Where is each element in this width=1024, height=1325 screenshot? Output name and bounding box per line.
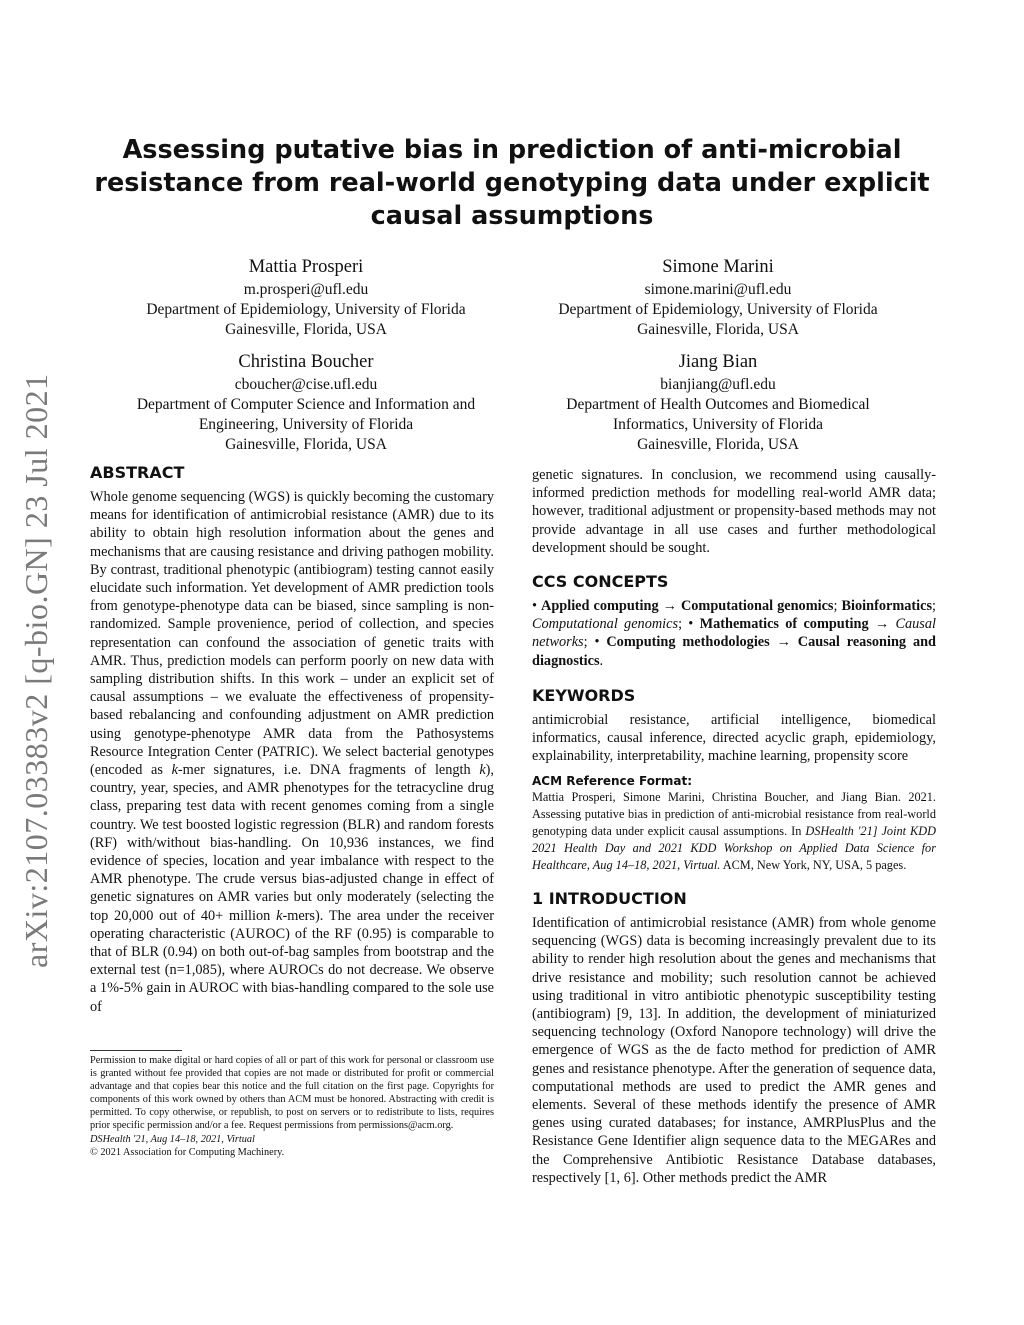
introduction-body: Identification of antimicrobial resistance (AMR) from whole genome sequencing (WGS) data is becoming increasingly prevalent due to its ability to render high resolution about the genes and mechanisms that drive resistance and mobility; such resolution cannot be achieved using traditional in vitro antibiotic phenotypic susceptibility testing (antibiogram) [9, 13]. In addition, the development of miniaturized sequencing technology (Oxford Nanopore technology) will drive the emergence of WGS as the de facto method for prediction of AMR genes and resistance phenotype. After the generation of sequence data, computational methods are used to predict the AMR genes and elements. Several of these methods identify the presence of AMR genes using curated databases; for instance, AMRPlusPlus and the Resistance Gene Identifier align sequence data to the MEGARes and the Comprehensive Antibiotic Resistance Database databases, respectively [1, 6]. Other methods predict the AMR [532,915,936,1186]
abstract-continued [532,466,936,557]
author-location: Gainesville, Florida, USA [225,321,387,338]
keywords-heading: KEYWORDS [532,686,636,705]
abstract-heading: ABSTRACT [90,463,185,482]
abstract-body [90,488,494,1016]
author-name: Christina Boucher [238,352,374,372]
acm-reference-heading: ACM Reference Format: [532,774,692,788]
acm-reference: ACM Reference Format: Mattia Prosperi, Simone Marini, Christina Boucher, and Jiang Bian. 2021. Assessing putative bias in prediction of anti-microbial resistance from real-world genotyping data under explicit causal assumptions. In DSHealth '21] Joint KDD 2021 Health Day and 2021 KDD Workshop on Applied Data Science for Healthcare, Aug 14–18, 2021, Virtual. ACM, New York, NY, USA, 5 pages. [532,774,936,872]
author-location: Gainesville, Florida, USA [637,436,799,453]
ccs-concepts: • Applied computing → Computational genomics; Bioinformatics; Computational genomics; • Mathematics of computing → Causal networks; • Computing methodologies → Causal reasoning and diagnostics. [532,598,937,669]
author-name: Simone Marini [662,257,774,277]
author-affiliation: Department of Computer Science and Information and [136,396,476,413]
permission-footnote [90,1054,494,1159]
author-email[interactable]: cboucher@cise.ufl.edu [234,376,378,393]
author-affiliation-cont: Engineering, University of Florida [198,416,414,433]
author-email[interactable]: simone.marini@ufl.edu [644,281,792,298]
paper-title: Assessing putative bias in prediction of anti-microbial resistance from real-world genotyping data under explicit causal assumptions [94,135,930,231]
author-name: Jiang Bian [678,352,758,372]
author-affiliation: Department of Epidemiology, University of Florida [146,301,466,318]
author-name: Mattia Prosperi [248,257,364,277]
footnote-rule [90,1050,182,1051]
arxiv-stamp: arXiv:2107.03383v2 [q-bio.GN] 23 Jul 2021 [18,373,54,968]
keywords-list: antimicrobial resistance, artificial intelligence, biomedical informatics, causal inference, directed acyclic graph, epidemiology, explainability, interpretability, machine learning, propensity score [532,712,936,765]
permission-text: Permission to make digital or hard copies of all or part of this work for personal or classroom use is granted without fee provided that copies are not made or distributed for profit or commercial advantage and that copies bear this notice and the full citation on the first page. Copyrights for components of this work owned by others than ACM must be honored. Abstracting with credit is permitted. To copy otherwise, or republish, to post on servers or to redistribute to lists, requires prior specific permission and/or a fee. Request permissions from permissions@acm.org. [90,1055,494,1132]
abstract-paragraph-cont: genetic signatures. In conclusion, we recommend using causally-informed prediction methods for modelling real-world AMR data; however, traditional adjustment or propensity-based methods may not provide advantage in all use cases and further methodological development should be sought. [532,467,936,556]
introduction-heading: 1 INTRODUCTION [532,889,687,908]
author-affiliation: Department of Health Outcomes and Biomedical [566,396,870,413]
author-block [508,350,928,455]
copyright-line: © 2021 Association for Computing Machinery. [90,1146,285,1158]
venue-line: DSHealth '21, Aug 14–18, 2021, Virtual [90,1133,255,1145]
author-email[interactable]: bianjiang@ufl.edu [660,376,776,393]
abstract-paragraph: Whole genome sequencing (WGS) is quickly becoming the customary means for identification of antimicrobial resistance (AMR) due to its ability to obtain high resolution information about the genes and mechanisms that are causing resistance and driving pathogen mobility. By contrast, traditional phenotypic (antibiogram) testing cannot easily elucidate such information. Yet development of AMR prediction tools from genotype-phenotype data can be biased, since sampling is non-randomized. Sample provenience, period of collection, and species representation can confound the association of genetic traits with AMR. Thus, prediction models can perform poorly on new data with sampling distribution shifts. In this work – under an explicit set of causal assumptions – we evaluate the effectiveness of propensity-based rebalancing and confounding adjustment on AMR prediction using genotype-phenotype AMR data from the Pathosystems Resource Integration Center (PATRIC). We select bacterial genotypes (encoded as k-mer signatures, i.e. DNA fragments of length k), country, year, species, and AMR phenotypes for the tetracycline drug class, preparing test data with recent genomes coming from a single country. We test boosted logistic regression (BLR) and random forests (RF) with/without bias-handling. On 10,936 instances, we find evidence of species, location and year imbalance with respect to the AMR phenotype. The crude versus bias-adjusted change in effect of genetic signatures on AMR varies but only moderately (selecting the top 20,000 out of 40+ million k-mers). The area under the receiver operating characteristic (AUROC) of the RF (0.95) is comparable to that of BLR (0.94) on both out-of-bag samples from bootstrap and the external test (n=1,085), where AUROCs do not decrease. We observe a 1%-5% gain in AUROC with bias-handling compared to the sole use of [90,489,495,1015]
author-block [508,255,928,340]
author-email[interactable]: m.prosperi@ufl.edu [243,281,369,298]
author-block [96,255,516,340]
author-affiliation: Department of Epidemiology, University of Florida [558,301,878,318]
author-location: Gainesville, Florida, USA [637,321,799,338]
ccs-heading: CCS CONCEPTS [532,572,669,591]
author-block [96,350,516,455]
author-location: Gainesville, Florida, USA [225,436,387,453]
author-affiliation-cont: Informatics, University of Florida [612,416,824,433]
